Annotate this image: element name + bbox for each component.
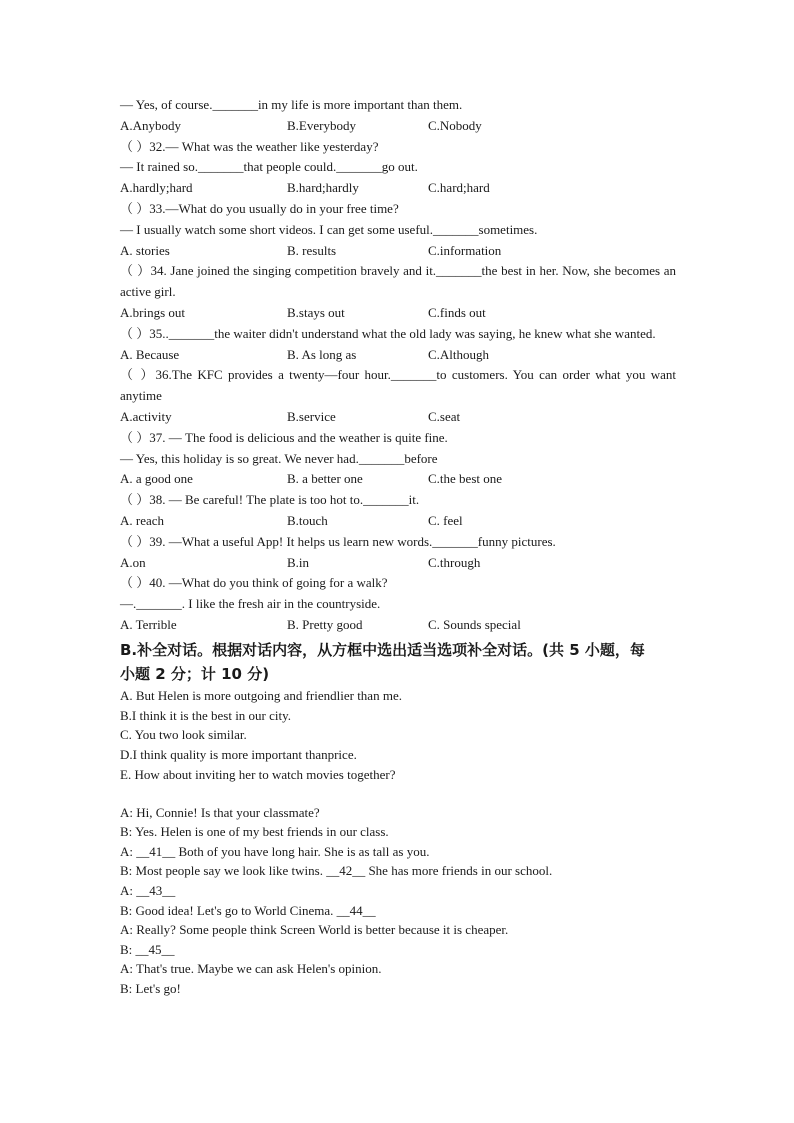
question-text: （ ）36.The KFC provides a twenty—four hour._______to customers. You can order what you want anytime xyxy=(120,367,676,404)
option-c: C. Sounds special xyxy=(428,616,521,632)
question-34 xyxy=(120,261,676,323)
answer-blank-42[interactable]: __42__ xyxy=(326,863,366,879)
dialog-line xyxy=(120,881,676,901)
option-c: C.the best one xyxy=(428,471,503,487)
option-a: A.Anybody xyxy=(120,117,182,133)
dialog-line xyxy=(120,822,676,842)
answer-blank-41[interactable]: __41__ xyxy=(136,843,176,859)
section-b-heading xyxy=(120,638,676,686)
answer-blank-45[interactable]: __45__ xyxy=(135,941,175,957)
dialog-line xyxy=(120,940,676,960)
answer-options xyxy=(120,241,676,262)
option-a: A. stories xyxy=(120,242,170,258)
dialog-text: Both of you have long hair. She is as tall as you. xyxy=(175,843,430,859)
option-c: C.through xyxy=(428,554,481,570)
dialog xyxy=(120,803,676,999)
option-a: A. a good one xyxy=(120,471,193,487)
question-36 xyxy=(120,365,676,427)
dialog-option: D.I think quality is more important thanprice. xyxy=(120,747,357,763)
option-b: B. As long as xyxy=(287,346,357,362)
speaker: B: xyxy=(120,902,133,918)
dialog-line xyxy=(120,920,676,940)
option-b: B. results xyxy=(287,242,337,258)
dialog-text: Let's go! xyxy=(135,981,181,997)
option-b: B.Everybody xyxy=(287,117,356,133)
option-b: B. a better one xyxy=(287,471,363,487)
question-line: — I usually watch some short videos. I can get some useful._______sometimes. xyxy=(120,221,538,237)
dialog-text: She has more friends in our school. xyxy=(365,863,553,879)
answer-options xyxy=(120,469,676,490)
question-line: （ ）40. —What do you think of going for a walk? xyxy=(120,575,388,591)
speaker: B: xyxy=(120,981,133,997)
dialog-line xyxy=(120,842,676,862)
speaker: A: xyxy=(120,922,133,938)
speaker: B: xyxy=(120,824,133,840)
option-a: A. Terrible xyxy=(120,616,177,632)
spacer xyxy=(120,785,676,803)
answer-options xyxy=(120,511,676,532)
dialog-text: Really? Some people think Screen World is better because it is cheaper. xyxy=(136,922,509,938)
answer-options xyxy=(120,303,676,324)
question-40 xyxy=(120,573,676,635)
speaker: A: xyxy=(120,961,133,977)
question-31 xyxy=(120,95,676,137)
question-line: — Yes, of course._______in my life is more important than them. xyxy=(120,97,463,112)
speaker: B: xyxy=(120,863,133,879)
question-38 xyxy=(120,490,676,532)
question-line: （ ）32.— What was the weather like yesterday? xyxy=(120,138,379,154)
answer-options xyxy=(120,345,676,366)
dialog-line xyxy=(120,979,676,999)
option-a: A.hardly;hard xyxy=(120,180,193,196)
dialog-option-list xyxy=(120,686,676,785)
question-line: （ ）33.—What do you usually do in your free time? xyxy=(120,200,399,216)
answer-options xyxy=(120,178,676,199)
option-a: A.brings out xyxy=(120,304,185,320)
option-c: C. feel xyxy=(428,512,463,528)
question-39 xyxy=(120,532,676,574)
question-line: （ ）39. —What a useful App! It helps us learn new words._______funny pictures. xyxy=(120,533,556,549)
question-33 xyxy=(120,199,676,261)
answer-options xyxy=(120,615,676,636)
question-line: — Yes, this holiday is so great. We never had._______before xyxy=(120,450,438,466)
option-c: C.information xyxy=(428,242,502,258)
option-a: A. reach xyxy=(120,512,165,528)
option-b: B.service xyxy=(287,408,336,424)
question-line: —._______. I like the fresh air in the countryside. xyxy=(120,596,381,612)
section-b-heading-line: B.补全对话。根据对话内容，从方框中选出适当选项补全对话。(共 5 小题，每 xyxy=(120,640,645,659)
answer-options xyxy=(120,553,676,574)
option-b: B.stays out xyxy=(287,304,345,320)
speaker: B: xyxy=(120,941,133,957)
question-line: （ ）38. — Be careful! The plate is too hot to._______it. xyxy=(120,492,420,508)
answer-options xyxy=(120,116,676,137)
dialog-text: Most people say we look like twins. xyxy=(135,863,327,879)
speaker: A: xyxy=(120,804,133,820)
speaker: A: xyxy=(120,883,133,899)
question-text: （ ）35.._______the waiter didn't understand what the old lady was saying, he knew what she wanted. xyxy=(120,325,656,341)
dialog-line xyxy=(120,959,676,979)
speaker: A: xyxy=(120,843,133,859)
dialog-option: C. You two look similar. xyxy=(120,727,247,743)
answer-options xyxy=(120,407,676,428)
option-c: C.seat xyxy=(428,408,461,424)
question-text: （ ）34. Jane joined the singing competition bravely and it._______the best in her. Now, she becomes an active girl. xyxy=(120,263,676,300)
question-37 xyxy=(120,428,676,490)
question-32 xyxy=(120,137,676,199)
question-line: — It rained so._______that people could._______go out. xyxy=(120,159,418,175)
option-b: B.hard;hardly xyxy=(287,180,359,196)
option-a: A.on xyxy=(120,554,146,570)
worksheet-content xyxy=(120,95,676,999)
dialog-text: Hi, Connie! Is that your classmate? xyxy=(136,804,320,820)
dialog-line xyxy=(120,803,676,823)
dialog-option: E. How about inviting her to watch movies together? xyxy=(120,766,396,782)
option-b: B.touch xyxy=(287,512,328,528)
dialog-text: Good idea! Let's go to World Cinema. xyxy=(135,902,337,918)
option-b: B.in xyxy=(287,554,310,570)
dialog-line xyxy=(120,861,676,881)
option-c: C.finds out xyxy=(428,304,486,320)
dialog-option: B.I think it is the best in our city. xyxy=(120,707,292,723)
answer-blank-43[interactable]: __43__ xyxy=(136,883,176,899)
question-35 xyxy=(120,324,676,366)
option-a: A.activity xyxy=(120,408,172,424)
section-b-heading-line: 小题 2 分；计 10 分) xyxy=(120,664,270,683)
answer-blank-44[interactable]: __44__ xyxy=(336,902,376,918)
question-line: （ ）37. — The food is delicious and the weather is quite fine. xyxy=(120,429,448,445)
dialog-line xyxy=(120,901,676,921)
dialog-text: Yes. Helen is one of my best friends in our class. xyxy=(135,824,389,840)
option-b: B. Pretty good xyxy=(287,616,363,632)
dialog-text: That's true. Maybe we can ask Helen's opinion. xyxy=(136,961,382,977)
option-c: C.Nobody xyxy=(428,117,482,133)
option-c: C.hard;hard xyxy=(428,180,490,196)
dialog-option: A. But Helen is more outgoing and friendlier than me. xyxy=(120,687,402,703)
option-c: C.Although xyxy=(428,346,490,362)
option-a: A. Because xyxy=(120,346,180,362)
